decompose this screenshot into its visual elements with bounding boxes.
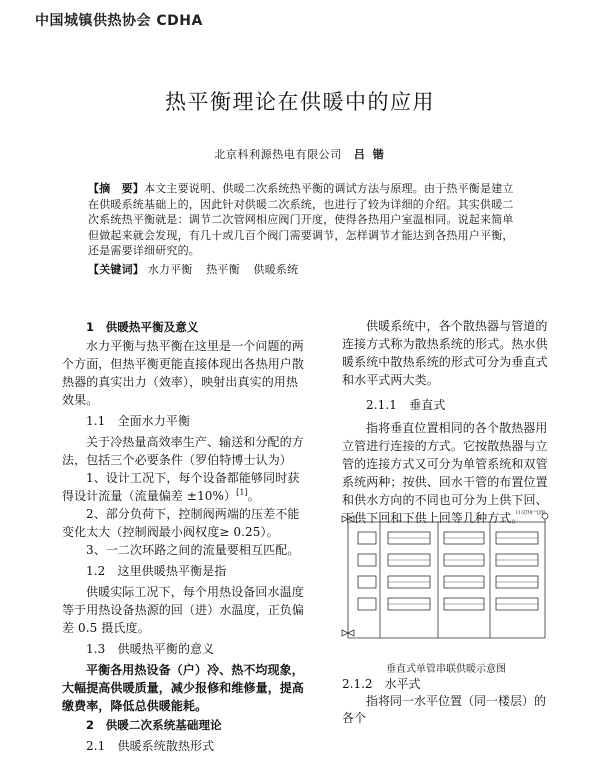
abstract-label: 【摘 要】 bbox=[88, 182, 144, 195]
paragraph: 指将同一水平位置（同一楼层）的各个 bbox=[342, 694, 547, 725]
paragraph: 指将垂直位置相同的各个散热器用立管进行连接的方式。它按散热器与立管的连接方式又可分为单管系统和双管系统两种；按供、回水干管的布置位置和供水方向的不同也可分为上供下回、下供下回和下供上回等几种方式。 bbox=[342, 421, 548, 525]
section-heading: 1 供暖热平衡及意义 bbox=[86, 320, 199, 334]
abstract bbox=[88, 181, 520, 259]
right-column-continued bbox=[342, 676, 552, 727]
subsection-heading: 1.3 供暖热平衡的意义 bbox=[86, 642, 215, 656]
article-title: 热平衡理论在供暖中的应用 bbox=[165, 90, 435, 114]
subsection-heading: 2.1 供暖系统散热形式 bbox=[86, 739, 215, 753]
keywords-label: 【关键词】 bbox=[88, 262, 144, 276]
keyword: 热平衡 bbox=[206, 262, 240, 276]
figure-label: 自动排气阀 bbox=[514, 510, 545, 516]
abstract-block bbox=[88, 181, 520, 277]
right-column bbox=[342, 317, 552, 527]
left-column bbox=[62, 317, 310, 758]
radiator bbox=[358, 554, 376, 566]
author-name: 吕 锴 bbox=[353, 148, 386, 161]
author-org: 北京科利源热电有限公司 bbox=[214, 148, 342, 161]
paragraph: 供暖实际工况下，每个用热设备回水温度等于用热设备热源的回（进）水温度，正负偏差 0.5 摄氏度。 bbox=[62, 585, 305, 635]
section-heading: 2 供暖二次系统基础理论 bbox=[86, 718, 222, 732]
radiator bbox=[358, 576, 376, 588]
paragraph: 水力平衡与热平衡在这里是一个问题的两个方面，但热平衡更能直接体现出各热用户散热器的真实出力（效率），映射出真实的用热效果。 bbox=[62, 339, 305, 407]
keyword: 供暖系统 bbox=[253, 262, 299, 276]
journal-header: 中国城镇供热协会 CDHA bbox=[35, 13, 203, 29]
author-line bbox=[0, 146, 600, 162]
subsection-heading: 2.1.2 水平式 bbox=[342, 677, 421, 691]
paragraph: 供暖系统中，各个散热器与管道的连接方式称为散热系统的形式。热水供暖系统中散热系统的形式可分为垂直式和水平式两大类。 bbox=[342, 319, 548, 387]
citation-ref: [1] bbox=[236, 488, 248, 497]
list-item: 3、一二次环路之间的流量要相互匹配。 bbox=[86, 543, 300, 557]
radiator bbox=[358, 532, 376, 544]
valve-icon bbox=[342, 516, 354, 522]
vertical-single-pipe-diagram bbox=[340, 510, 552, 658]
figure-caption: 垂直式单管串联供暖示意图 bbox=[386, 664, 506, 675]
list-item-text: 1、设计工况下，每个设备都能够同时获得设计流量（流量偏差 ±10%） bbox=[62, 471, 300, 503]
list-item bbox=[62, 469, 310, 505]
abstract-text: 本文主要说明、供暖二次系统热平衡的调试方法与原理。由于热平衡是建立在供暖系统基础上的，因此针对供暖二次系统，也进行了较为详细的介绍。其实供暖二次系统热平衡就是：调节二次管网相应阀门开度，使得各热用户室温相同。说起来简单但做起来就会发现，有几十或几百个阀门需要调节，怎样调节才能达到各热用户平衡，还是需要详细研究的。 bbox=[88, 182, 514, 257]
list-item-end: 。 bbox=[247, 489, 260, 503]
subsection-heading: 1.1 全面水力平衡 bbox=[86, 414, 191, 428]
paragraph: 关于冷热量高效率生产、输送和分配的方法，包括三个必要条件（罗伯特博士认为） bbox=[62, 435, 304, 467]
subsection-heading: 1.2 这里供暖热平衡是指 bbox=[86, 564, 227, 578]
paragraph: 平衡各用热设备（户）冷、热不均现象，大幅提高供暖质量，减少报修和维修量，提高缴费率，降低总供暖能耗。 bbox=[62, 663, 305, 713]
keywords bbox=[88, 262, 520, 278]
keyword: 水力平衡 bbox=[147, 262, 193, 276]
radiator bbox=[358, 598, 376, 610]
list-item: 2、部分负荷下，控制阀两端的压差不能变化太大（控制阀最小阀权度≥ 0.25）。 bbox=[62, 507, 300, 539]
subsection-heading: 2.1.1 垂直式 bbox=[366, 398, 446, 412]
